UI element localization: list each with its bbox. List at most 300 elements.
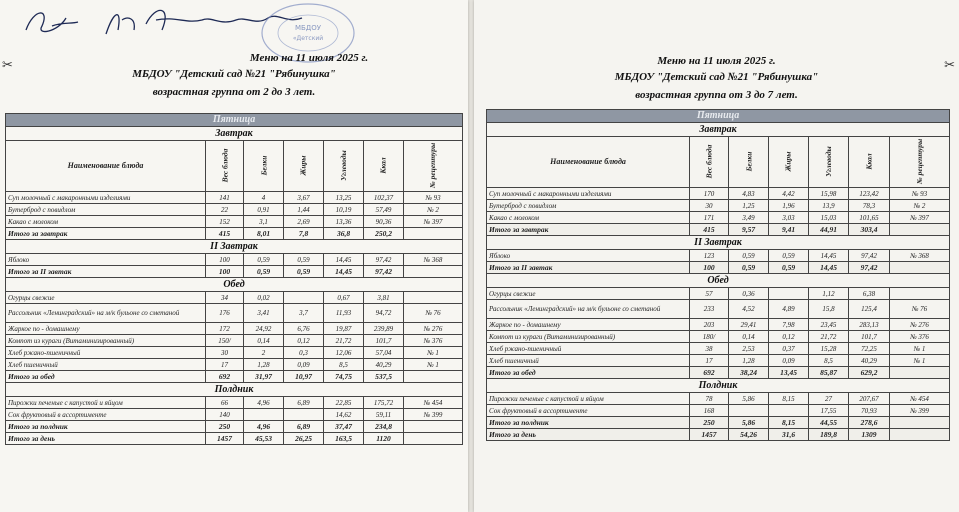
column-header <box>284 141 324 192</box>
total-value <box>890 367 950 379</box>
section-header-row <box>487 274 950 288</box>
dish-value: № 93 <box>890 188 950 200</box>
dish-value: 176 <box>206 304 244 323</box>
section-title: II Завтрак <box>6 240 463 254</box>
total-label: Итого за завтрак <box>6 228 206 240</box>
total-label: Итого за II завтак <box>487 262 690 274</box>
age-group: возрастная группа от 2 до 3 лет. <box>152 86 316 98</box>
dish-value: № 397 <box>890 212 950 224</box>
column-header-label: Белки <box>743 151 753 172</box>
dish-value: 152 <box>206 216 244 228</box>
column-header-label: Углеводы <box>339 150 348 181</box>
total-value: 9,57 <box>729 224 769 236</box>
section-total-row <box>487 262 950 274</box>
dish-name: Какао с молоком <box>6 216 206 228</box>
section-header-row <box>487 123 950 137</box>
total-value: 4,96 <box>244 421 284 433</box>
dish-value: 17 <box>690 355 729 367</box>
menu-sheet-right <box>474 0 959 512</box>
dish-value: 4,89 <box>769 300 809 319</box>
dish-value: 4,83 <box>729 188 769 200</box>
total-value: 6,89 <box>284 421 324 433</box>
day-total-value <box>404 433 463 445</box>
dish-value: 0,59 <box>769 250 809 262</box>
total-value: 0,59 <box>284 266 324 278</box>
dish-value: 59,11 <box>364 409 404 421</box>
dish-row <box>487 355 950 367</box>
dish-value: 15,98 <box>809 188 849 200</box>
weekday-label: Пятница <box>6 114 463 127</box>
dish-name: Пирожки печеные с капустой и яйцом <box>6 397 206 409</box>
dish-value: 14,45 <box>809 250 849 262</box>
column-header <box>364 141 404 192</box>
dish-value: 12,06 <box>324 347 364 359</box>
day-total-value: 163,5 <box>324 433 364 445</box>
dish-row <box>487 405 950 417</box>
dish-value: 10,19 <box>324 204 364 216</box>
total-label: Итого за обед <box>487 367 690 379</box>
dish-row <box>487 343 950 355</box>
dish-value: 66 <box>206 397 244 409</box>
column-header <box>404 141 463 192</box>
section-total-row <box>487 417 950 429</box>
dish-value <box>769 405 809 417</box>
column-header-label: Жиры <box>298 155 308 176</box>
dish-value: 3,41 <box>244 304 284 323</box>
column-header: Наименование блюда <box>487 137 690 188</box>
dish-value: 207,67 <box>849 393 890 405</box>
dish-value: 6,89 <box>284 397 324 409</box>
weekday-row <box>487 110 950 123</box>
dish-value: 125,4 <box>849 300 890 319</box>
section-title: Завтрак <box>487 123 950 137</box>
column-header-label: Белки <box>258 155 268 176</box>
dish-row <box>487 212 950 224</box>
menu-header-left <box>0 50 468 100</box>
day-total-value: 189,8 <box>809 429 849 441</box>
dish-value: № 376 <box>890 331 950 343</box>
total-value: 692 <box>690 367 729 379</box>
day-total-value: 1457 <box>690 429 729 441</box>
dish-value: 30 <box>206 347 244 359</box>
dish-name: Хлеб ржано-пшеничный <box>487 343 690 355</box>
section-total-row <box>487 224 950 236</box>
total-value <box>890 417 950 429</box>
dish-name: Яблоко <box>6 254 206 266</box>
total-value: 250 <box>206 421 244 433</box>
total-value: 250 <box>690 417 729 429</box>
total-value: 278,6 <box>849 417 890 429</box>
section-title: Полдник <box>6 383 463 397</box>
column-header-label: Ккал <box>864 153 874 170</box>
column-header-label: Углеводы <box>824 146 833 177</box>
dish-value: 0,67 <box>324 292 364 304</box>
dish-value: 6,38 <box>849 288 890 300</box>
dish-value: 29,41 <box>729 319 769 331</box>
dish-name: Компот из кураги (Витаминизированный) <box>487 331 690 343</box>
section-title: Завтрак <box>6 127 463 141</box>
dish-value: 123,42 <box>849 188 890 200</box>
total-value: 5,86 <box>729 417 769 429</box>
column-header <box>769 137 809 188</box>
column-header-row <box>6 141 463 192</box>
dish-value: 3,81 <box>364 292 404 304</box>
dish-value <box>404 292 463 304</box>
dish-value: 24,92 <box>244 323 284 335</box>
dish-value: 100 <box>206 254 244 266</box>
dish-value: 34 <box>206 292 244 304</box>
dish-name: Какао с молоком <box>487 212 690 224</box>
dish-value: 27 <box>809 393 849 405</box>
column-header <box>324 141 364 192</box>
column-header-label: № рецептуры <box>915 138 925 185</box>
dish-value: 30 <box>690 200 729 212</box>
day-total-value: 31,6 <box>769 429 809 441</box>
dish-row <box>6 304 463 323</box>
dish-value: № 76 <box>890 300 950 319</box>
total-value: 37,47 <box>324 421 364 433</box>
column-header <box>849 137 890 188</box>
dish-value: 0,59 <box>284 254 324 266</box>
total-value: 97,42 <box>849 262 890 274</box>
dish-value: 4 <box>244 192 284 204</box>
dish-value: 180/ <box>690 331 729 343</box>
dish-value: 1,25 <box>729 200 769 212</box>
column-header-label: Жиры <box>783 151 793 172</box>
dish-value: 1,96 <box>769 200 809 212</box>
day-total-value: 54,26 <box>729 429 769 441</box>
dish-value: 175,72 <box>364 397 404 409</box>
dish-value: 1,44 <box>284 204 324 216</box>
total-value: 7,8 <box>284 228 324 240</box>
dish-value: № 1 <box>404 347 463 359</box>
column-header-label: № рецептуры <box>428 142 438 189</box>
dish-value: № 1 <box>890 343 950 355</box>
dish-value: 2,53 <box>729 343 769 355</box>
section-header-row <box>6 383 463 397</box>
dish-value: 97,42 <box>364 254 404 266</box>
dish-value: 101,7 <box>849 331 890 343</box>
total-label: Итого за обед <box>6 371 206 383</box>
dish-value: 6,76 <box>284 323 324 335</box>
dish-row <box>6 323 463 335</box>
dish-value: 0,09 <box>769 355 809 367</box>
dish-value: 0,91 <box>244 204 284 216</box>
column-header <box>729 137 769 188</box>
section-title: Полдник <box>487 379 950 393</box>
scissors-icon: ✂ <box>2 58 13 73</box>
dish-row <box>487 200 950 212</box>
column-header: Наименование блюда <box>6 141 206 192</box>
day-total-value: 1120 <box>364 433 404 445</box>
total-value: 38,24 <box>729 367 769 379</box>
weekday-label: Пятница <box>487 110 950 123</box>
dish-name: Рассольник «Ленинградский» на м/к бульоне со сметаной <box>487 300 690 319</box>
dish-name: Сок фруктовый в ассортименте <box>6 409 206 421</box>
dish-value: 8,5 <box>324 359 364 371</box>
dish-value: 57,49 <box>364 204 404 216</box>
total-value: 0,59 <box>769 262 809 274</box>
dish-value: 233 <box>690 300 729 319</box>
dish-value: 22 <box>206 204 244 216</box>
total-label: Итого за полдник <box>6 421 206 433</box>
dish-value: 0,14 <box>729 331 769 343</box>
dish-value <box>890 288 950 300</box>
section-title: Обед <box>6 278 463 292</box>
dish-row <box>487 300 950 319</box>
section-title: II Завтрак <box>487 236 950 250</box>
dish-value: 13,25 <box>324 192 364 204</box>
svg-text:МБДОУ: МБДОУ <box>294 24 322 32</box>
dish-name: Жаркое по - домашнему <box>6 323 206 335</box>
section-total-row <box>6 266 463 278</box>
dish-value: 14,62 <box>324 409 364 421</box>
dish-value: 4,42 <box>769 188 809 200</box>
total-label: Итого за полдник <box>487 417 690 429</box>
dish-value: 101,65 <box>849 212 890 224</box>
dish-value: 40,29 <box>849 355 890 367</box>
dish-value <box>284 409 324 421</box>
dish-value: 7,98 <box>769 319 809 331</box>
dish-value: 0,14 <box>244 335 284 347</box>
total-value: 100 <box>206 266 244 278</box>
total-value: 0,59 <box>244 266 284 278</box>
dish-row <box>6 204 463 216</box>
day-total-value: 1309 <box>849 429 890 441</box>
dish-value: № 76 <box>404 304 463 323</box>
dish-value: 168 <box>690 405 729 417</box>
dish-value: 140 <box>206 409 244 421</box>
dish-value: 171 <box>690 212 729 224</box>
total-label: Итого за завтрак <box>487 224 690 236</box>
dish-row <box>6 335 463 347</box>
dish-value: 3,49 <box>729 212 769 224</box>
dish-value: 4,52 <box>729 300 769 319</box>
dish-value: 0,12 <box>769 331 809 343</box>
dish-value: 38 <box>690 343 729 355</box>
column-header-row <box>487 137 950 188</box>
dish-value: 15,28 <box>809 343 849 355</box>
section-total-row <box>6 371 463 383</box>
dish-value: № 376 <box>404 335 463 347</box>
dish-value: 3,67 <box>284 192 324 204</box>
dish-row <box>6 347 463 359</box>
dish-value: 0,12 <box>284 335 324 347</box>
dish-name: Хлеб ржано-пшеничный <box>6 347 206 359</box>
day-total-value: 45,53 <box>244 433 284 445</box>
dish-row <box>487 188 950 200</box>
dish-name: Суп молочный с макаронными изделиями <box>487 188 690 200</box>
dish-value: 97,42 <box>849 250 890 262</box>
dish-value: 11,93 <box>324 304 364 323</box>
total-value <box>404 421 463 433</box>
dish-row <box>6 397 463 409</box>
dish-value: № 399 <box>890 405 950 417</box>
total-value: 36,8 <box>324 228 364 240</box>
dish-value: 3,7 <box>284 304 324 323</box>
dish-value: 8,15 <box>769 393 809 405</box>
total-value: 14,45 <box>809 262 849 274</box>
dish-value: 78,3 <box>849 200 890 212</box>
dish-value: 123 <box>690 250 729 262</box>
dish-value: 1,28 <box>729 355 769 367</box>
org-name: МБДОУ "Детский сад №21 "Рябинушка" <box>132 68 336 80</box>
dish-value <box>284 292 324 304</box>
dish-value: № 2 <box>890 200 950 212</box>
total-value: 537,5 <box>364 371 404 383</box>
dish-value: 22,85 <box>324 397 364 409</box>
day-total-row <box>6 433 463 445</box>
dish-value: 21,72 <box>809 331 849 343</box>
dish-value: 203 <box>690 319 729 331</box>
dish-row <box>487 250 950 262</box>
dish-value: 13,9 <box>809 200 849 212</box>
dish-value: 90,36 <box>364 216 404 228</box>
dish-value <box>769 288 809 300</box>
column-header <box>809 137 849 188</box>
dish-value: 15,03 <box>809 212 849 224</box>
dish-value: № 368 <box>404 254 463 266</box>
dish-name: Жаркое по - домашнему <box>487 319 690 331</box>
dish-value: 14,45 <box>324 254 364 266</box>
dish-row <box>6 292 463 304</box>
dish-value: 4,96 <box>244 397 284 409</box>
dish-name: Пирожки печеные с капустой и яйцом <box>487 393 690 405</box>
total-value <box>404 371 463 383</box>
dish-value: 2 <box>244 347 284 359</box>
dish-row <box>6 254 463 266</box>
dish-name: Суп молочный с макаронными изделиями <box>6 192 206 204</box>
dish-value: 23,45 <box>809 319 849 331</box>
column-header <box>206 141 244 192</box>
total-value: 31,97 <box>244 371 284 383</box>
dish-value: № 93 <box>404 192 463 204</box>
dish-value: 2,69 <box>284 216 324 228</box>
menu-title: Меню на 11 июля 2025 г. <box>249 52 369 64</box>
column-header <box>690 137 729 188</box>
dish-value: 57 <box>690 288 729 300</box>
dish-row <box>6 192 463 204</box>
day-total-row <box>487 429 950 441</box>
dish-value: № 368 <box>890 250 950 262</box>
dish-value: 5,86 <box>729 393 769 405</box>
total-value: 415 <box>206 228 244 240</box>
section-title: Обед <box>487 274 950 288</box>
weekday-row <box>6 114 463 127</box>
dish-row <box>487 393 950 405</box>
menu-sheet-left <box>0 0 468 512</box>
column-header-label: Вес блюда <box>220 148 230 183</box>
dish-value: 170 <box>690 188 729 200</box>
org-name: МБДОУ "Детский сад №21 "Рябинушка" <box>614 71 819 83</box>
total-value: 74,75 <box>324 371 364 383</box>
total-value: 415 <box>690 224 729 236</box>
dish-value: 102,37 <box>364 192 404 204</box>
dish-value: 0,02 <box>244 292 284 304</box>
dish-value: 0,59 <box>729 250 769 262</box>
total-value: 9,41 <box>769 224 809 236</box>
total-value: 303,4 <box>849 224 890 236</box>
dish-value: 72,25 <box>849 343 890 355</box>
dish-value: 0,59 <box>244 254 284 266</box>
dish-row <box>487 319 950 331</box>
age-group: возрастная группа от 3 до 7 лет. <box>635 89 798 101</box>
day-total-value: 1457 <box>206 433 244 445</box>
dish-name: Бутерброд с повидлом <box>6 204 206 216</box>
dish-value: 21,72 <box>324 335 364 347</box>
dish-value: 78 <box>690 393 729 405</box>
column-header <box>890 137 950 188</box>
dish-value: 3,03 <box>769 212 809 224</box>
total-value: 234,8 <box>364 421 404 433</box>
dish-value: 1,12 <box>809 288 849 300</box>
section-total-row <box>6 228 463 240</box>
total-value: 97,42 <box>364 266 404 278</box>
dish-value: 239,89 <box>364 323 404 335</box>
total-value: 85,87 <box>809 367 849 379</box>
total-value: 14,45 <box>324 266 364 278</box>
day-total-value <box>890 429 950 441</box>
dish-name: Хлеб пшеничный <box>487 355 690 367</box>
dish-value: 0,09 <box>284 359 324 371</box>
dish-value: № 1 <box>890 355 950 367</box>
section-header-row <box>6 240 463 254</box>
scissors-icon: ✂ <box>944 58 955 73</box>
dish-value: 150/ <box>206 335 244 347</box>
dish-value: 0,3 <box>284 347 324 359</box>
total-value: 44,91 <box>809 224 849 236</box>
dish-row <box>6 216 463 228</box>
dish-value: 17,55 <box>809 405 849 417</box>
section-header-row <box>6 127 463 141</box>
section-total-row <box>6 421 463 433</box>
dish-value: 94,72 <box>364 304 404 323</box>
dish-value: 101,7 <box>364 335 404 347</box>
dish-name: Хлеб пшеничный <box>6 359 206 371</box>
dish-value: № 1 <box>404 359 463 371</box>
dish-value: 172 <box>206 323 244 335</box>
day-total-label: Итого за день <box>6 433 206 445</box>
dish-name: Яблоко <box>487 250 690 262</box>
total-value: 629,2 <box>849 367 890 379</box>
dish-name: Огурцы свежие <box>6 292 206 304</box>
total-value: 8,01 <box>244 228 284 240</box>
dish-value: № 276 <box>404 323 463 335</box>
dish-value: 17 <box>206 359 244 371</box>
dish-value: № 276 <box>890 319 950 331</box>
menu-title: Меню на 11 июля 2025 г. <box>657 55 776 67</box>
total-value: 0,59 <box>729 262 769 274</box>
total-value: 13,45 <box>769 367 809 379</box>
total-value: 10,97 <box>284 371 324 383</box>
total-value <box>890 224 950 236</box>
total-value: 44,55 <box>809 417 849 429</box>
section-header-row <box>487 379 950 393</box>
dish-value: 15,8 <box>809 300 849 319</box>
dish-name: Компот из кураги (Витаминизированный) <box>6 335 206 347</box>
dish-value: 0,37 <box>769 343 809 355</box>
dish-name: Сок фруктовый в ассортименте <box>487 405 690 417</box>
total-value <box>404 228 463 240</box>
column-header-label: Ккал <box>379 157 388 174</box>
section-total-row <box>487 367 950 379</box>
dish-value: № 399 <box>404 409 463 421</box>
menu-header-right <box>474 53 959 103</box>
section-header-row <box>6 278 463 292</box>
dish-value: 8,5 <box>809 355 849 367</box>
dish-name: Огурцы свежие <box>487 288 690 300</box>
dish-value: 1,28 <box>244 359 284 371</box>
